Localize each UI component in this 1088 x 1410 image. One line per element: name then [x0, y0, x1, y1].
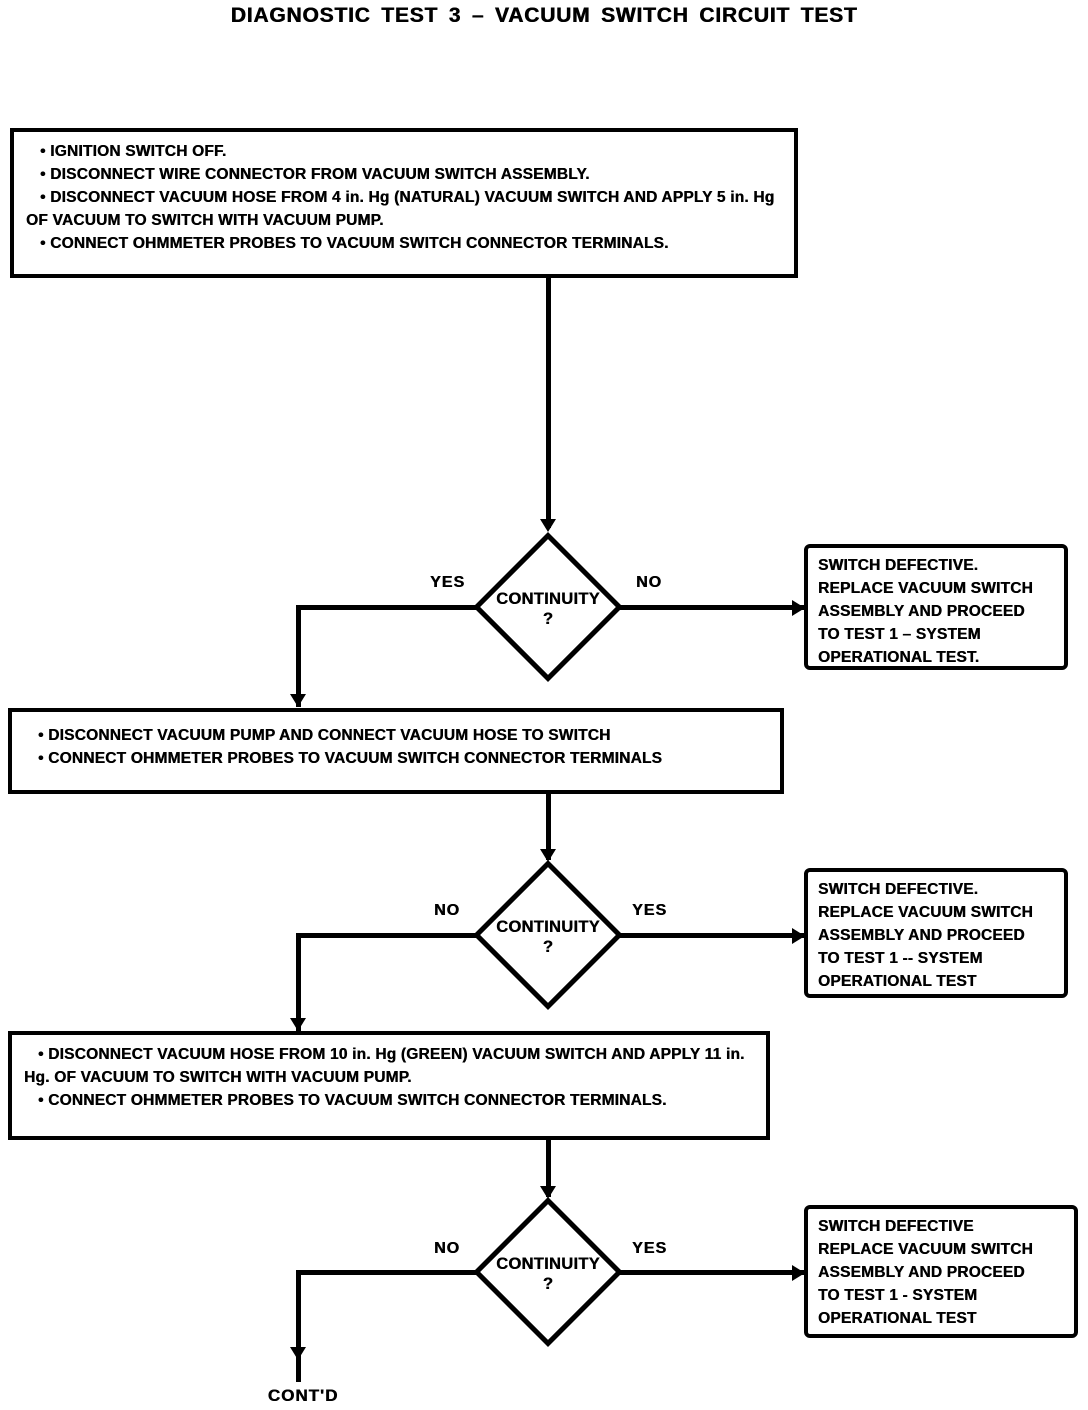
arrowhead-down-icon: [290, 1347, 306, 1360]
step2-bullet-2: • CONNECT OHMMETER PROBES TO VACUUM SWITCH CONNECTOR TERMINALS: [38, 750, 663, 767]
connector-decision1-yes-v: [296, 605, 301, 707]
continuation-label: CONT'D: [267, 1386, 339, 1405]
step1-bullet-4: • CONNECT OHMMETER PROBES TO VACUUM SWITCH CONNECTOR TERMINALS.: [40, 235, 669, 252]
step1-bullet-2: • DISCONNECT WIRE CONNECTOR FROM VACUUM SWITCH ASSEMBLY.: [40, 166, 590, 183]
connector-decision1-no-h: [620, 605, 806, 610]
step2-bullet-1: • DISCONNECT VACUUM PUMP AND CONNECT VACUUM HOSE TO SWITCH: [38, 727, 611, 744]
decision1-label: [473, 589, 623, 629]
decision1-mark: ?: [542, 610, 554, 628]
step1-bullet-3: • DISCONNECT VACUUM HOSE FROM 4 in. Hg (NATURAL) VACUUM SWITCH AND APPLY 5 in. Hg OF VACUUM TO SWITCH WITH VACUUM PUMP.: [26, 189, 775, 229]
decision3-question: CONTINUITY: [496, 1255, 600, 1273]
decision2-yes-label: YES: [632, 902, 668, 919]
step1-bullet-1: • IGNITION SWITCH OFF.: [40, 143, 227, 160]
page-title: DIAGNOSTIC TEST 3 – VACUUM SWITCH CIRCUIT TEST: [230, 4, 858, 27]
step3-bullet-2: • CONNECT OHMMETER PROBES TO VACUUM SWITCH CONNECTOR TERMINALS.: [38, 1092, 667, 1109]
step-box-2: [8, 708, 784, 794]
outcome3-line-1: SWITCH DEFECTIVE: [818, 1218, 974, 1235]
connector-decision1-yes-h: [296, 605, 476, 610]
decision1-no-label: NO: [636, 574, 662, 591]
step-box-3: [8, 1031, 770, 1140]
decision2-mark: ?: [542, 938, 554, 956]
outcome-box-3: [804, 1205, 1078, 1338]
step-box-1: [10, 128, 798, 278]
connector-decision2-no-v: [296, 933, 301, 1031]
outcome1-line-1: SWITCH DEFECTIVE.: [818, 557, 979, 574]
decision2-no-label: NO: [434, 902, 460, 919]
outcome1-line-2: REPLACE VACUUM SWITCH: [818, 580, 1033, 597]
outcome2-line-5: OPERATIONAL TEST: [818, 973, 977, 990]
outcome-box-2: [804, 868, 1068, 998]
connector-decision2-yes-h: [620, 933, 806, 938]
connector-decision2-no-h: [296, 933, 476, 938]
connector-decision3-no-v: [296, 1270, 301, 1382]
decision3-label: [473, 1254, 623, 1294]
outcome2-line-1: SWITCH DEFECTIVE.: [818, 881, 979, 898]
decision3-mark: ?: [542, 1275, 554, 1293]
decision3-no-label: NO: [434, 1240, 460, 1257]
decision2-label: [473, 917, 623, 957]
arrowhead-down-icon: [290, 694, 306, 707]
step3-bullet-1: • DISCONNECT VACUUM HOSE FROM 10 in. Hg (GREEN) VACUUM SWITCH AND APPLY 11 in. Hg. OF VACUUM TO SWITCH WITH VACUUM PUMP.: [24, 1046, 745, 1086]
connector-step1-decision1: [546, 278, 551, 528]
outcome3-line-3: ASSEMBLY AND PROCEED: [818, 1264, 1025, 1281]
decision1-question: CONTINUITY: [496, 590, 600, 608]
arrowhead-down-icon: [290, 1018, 306, 1031]
outcome1-line-5: OPERATIONAL TEST.: [818, 649, 980, 666]
decision3-yes-label: YES: [632, 1240, 668, 1257]
decision1-yes-label: YES: [430, 574, 466, 591]
connector-decision3-no-h: [296, 1270, 476, 1275]
outcome1-line-4: TO TEST 1 – SYSTEM: [818, 626, 981, 643]
outcome3-line-4: TO TEST 1 - SYSTEM: [818, 1287, 978, 1304]
connector-decision3-yes-h: [620, 1270, 806, 1275]
outcome-box-1: [804, 544, 1068, 670]
outcome2-line-3: ASSEMBLY AND PROCEED: [818, 927, 1025, 944]
arrowhead-down-icon: [540, 519, 556, 532]
outcome2-line-2: REPLACE VACUUM SWITCH: [818, 904, 1033, 921]
outcome3-line-2: REPLACE VACUUM SWITCH: [818, 1241, 1033, 1258]
decision2-question: CONTINUITY: [496, 918, 600, 936]
outcome1-line-3: ASSEMBLY AND PROCEED: [818, 603, 1025, 620]
outcome3-line-5: OPERATIONAL TEST: [818, 1310, 977, 1327]
outcome2-line-4: TO TEST 1 -- SYSTEM: [818, 950, 983, 967]
